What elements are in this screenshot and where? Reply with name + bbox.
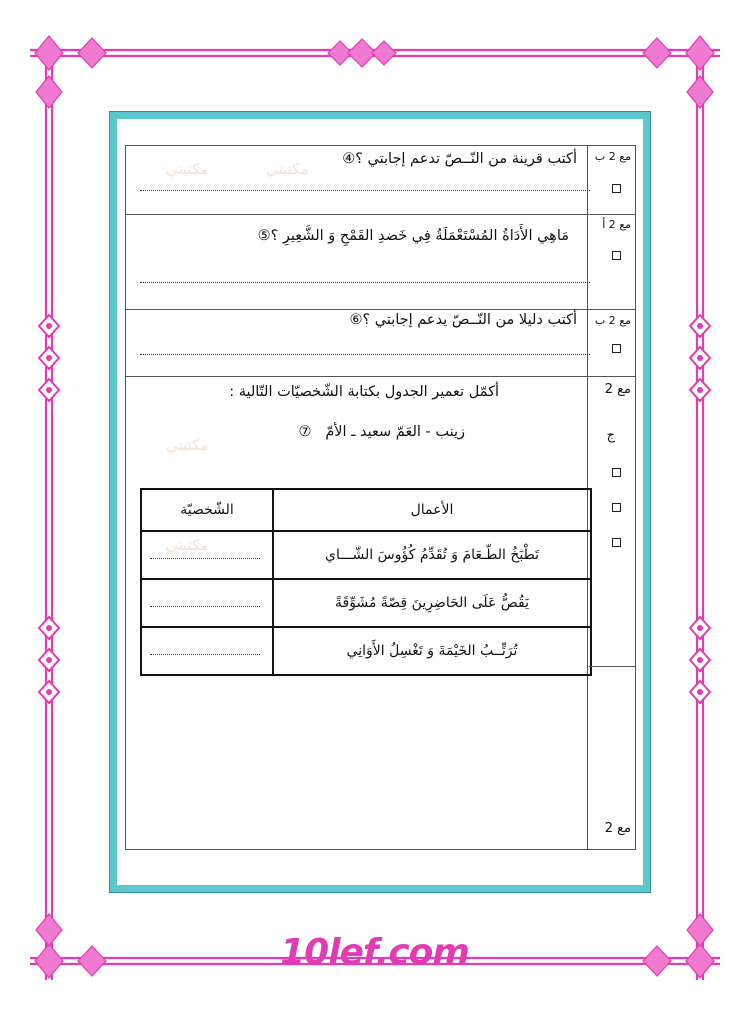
row-divider — [126, 309, 635, 310]
watermark: مكتبتي — [266, 160, 309, 178]
answer-line[interactable] — [140, 282, 590, 283]
table-row — [141, 531, 591, 579]
worksheet — [110, 112, 650, 892]
score-checkbox[interactable] — [612, 538, 621, 547]
answer-line[interactable] — [140, 354, 590, 355]
header-character: الشّخصيّة — [141, 489, 273, 531]
score-column — [587, 146, 635, 849]
worksheet-grid — [125, 145, 636, 850]
skill-code: مع 2 ب — [594, 150, 631, 163]
skill-code: مع 2 أ — [602, 218, 631, 231]
score-checkbox[interactable] — [612, 468, 621, 477]
skill-code-sub: ج — [606, 428, 615, 443]
score-checkbox[interactable] — [612, 503, 621, 512]
site-footer-logo: 10lef.com — [280, 932, 469, 973]
question-5: مَاهِي الأَدَاةُ المُسْتَعْمَلَةُ فِي خَضدِ القَمْحِ وَ الشَّعِيرِ ؟⑤ — [257, 228, 569, 244]
watermark: مكتبتي — [166, 436, 209, 454]
header-actions: الأعمال — [273, 489, 591, 531]
answer-line[interactable] — [140, 190, 590, 191]
question-4: أكتب قرينة من النّــصّ تدعم إجابتي ؟④ — [342, 151, 577, 167]
row-divider — [126, 214, 635, 215]
characters-table — [140, 488, 592, 676]
score-checkbox[interactable] — [612, 251, 621, 260]
score-checkbox[interactable] — [612, 184, 621, 193]
character-answer-cell[interactable] — [141, 579, 273, 627]
characters-list: زينب - العَمّ سعيد ـ الأمّ ⑦ — [298, 424, 465, 440]
table-row — [141, 579, 591, 627]
question-7: أكمّل تعمير الجدول بكتابة الشّخصيّات التّالية : — [229, 384, 499, 400]
skill-code: مع 2 — [604, 821, 631, 836]
action-cell: تَطْبَخُ الطّـعَامَ وَ تُقَدِّمُ كُؤُوسَ الشّـــاي — [273, 531, 591, 579]
score-checkbox[interactable] — [612, 344, 621, 353]
watermark: مكتبتي — [166, 160, 209, 178]
question-6: أكتب دليلا من النّــصّ يدعم إجابتي ؟⑥ — [349, 312, 577, 328]
character-answer-cell[interactable] — [141, 627, 273, 675]
table-row — [141, 627, 591, 675]
watermark: مكتبتي — [166, 536, 209, 554]
row-divider — [589, 666, 635, 667]
skill-code: مع 2 — [604, 382, 631, 397]
action-cell: يَقُصُّ عَلَى الحَاضِرِينَ قِصّةً مُشَوِّقَةً — [273, 579, 591, 627]
table-header-row — [141, 489, 591, 531]
character-answer-cell[interactable] — [141, 531, 273, 579]
action-cell: تُرَتِّــبُ الخَيْمَةَ وَ تَغْسِلُ الأَوَانِي — [273, 627, 591, 675]
row-divider — [126, 376, 635, 377]
skill-code: مع 2 ب — [594, 314, 631, 327]
